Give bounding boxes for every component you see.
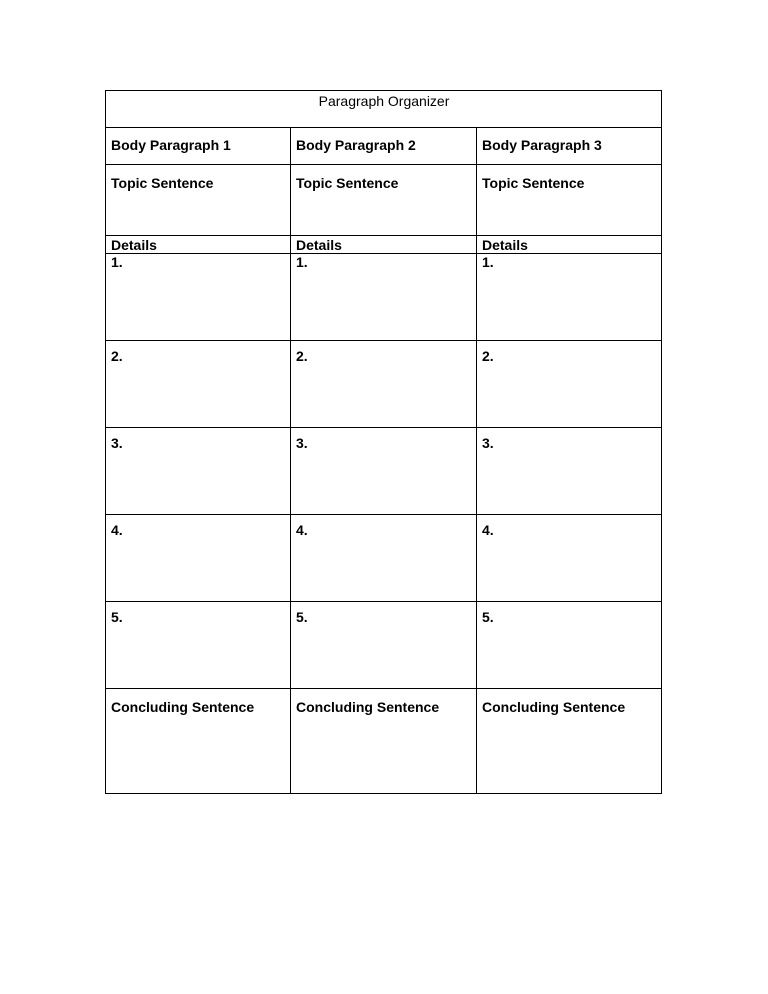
detail-number: 1. [482,254,494,270]
topic-cell-3[interactable] [477,165,662,236]
detail-cell-3-2[interactable] [291,428,477,515]
detail-number: 3. [111,435,123,451]
column-header-row [106,128,662,165]
topic-cell-1[interactable] [106,165,291,236]
topic-sentence-label: Topic Sentence [111,175,214,191]
concluding-sentence-label: Concluding Sentence [296,699,440,715]
column-header: Body Paragraph 1 [111,137,231,153]
detail-number: 3. [482,435,494,451]
detail-cell-4-2[interactable] [291,515,477,602]
title-row [106,91,662,128]
detail-cell-1-2[interactable] [291,236,477,341]
detail-number: 1. [296,254,308,270]
detail-cell-2-1[interactable] [106,341,291,428]
detail-cell-3-1[interactable] [106,428,291,515]
details-label: Details [477,237,661,254]
concluding-cell-2[interactable] [291,689,477,794]
details-label: Details [291,237,476,254]
detail-number: 5. [482,609,494,625]
detail-number: 5. [111,609,123,625]
details-row-4 [106,515,662,602]
organizer-title: Paragraph Organizer [318,93,450,109]
detail-cell-5-1[interactable] [106,602,291,689]
detail-cell-3-3[interactable] [477,428,662,515]
details-row-3 [106,428,662,515]
header-cell-2 [291,128,477,165]
concluding-sentence-label: Concluding Sentence [111,699,255,715]
detail-number: 5. [296,609,308,625]
topic-sentence-label: Topic Sentence [296,175,399,191]
detail-number: 3. [296,435,308,451]
details-label: Details [106,237,290,254]
detail-number: 2. [482,348,494,364]
details-row-5 [106,602,662,689]
title-cell [106,91,662,128]
detail-cell-2-2[interactable] [291,341,477,428]
detail-cell-5-3[interactable] [477,602,662,689]
detail-number: 4. [482,522,494,538]
topic-cell-2[interactable] [291,165,477,236]
paragraph-organizer-table [105,90,662,794]
concluding-cell-3[interactable] [477,689,662,794]
detail-cell-4-1[interactable] [106,515,291,602]
detail-cell-1-3[interactable] [477,236,662,341]
detail-cell-5-2[interactable] [291,602,477,689]
header-cell-1 [106,128,291,165]
detail-cell-2-3[interactable] [477,341,662,428]
column-header: Body Paragraph 2 [296,137,416,153]
concluding-sentence-label: Concluding Sentence [482,699,626,715]
detail-number: 4. [296,522,308,538]
detail-number: 2. [111,348,123,364]
details-row-2 [106,341,662,428]
concluding-cell-1[interactable] [106,689,291,794]
detail-number: 4. [111,522,123,538]
column-header: Body Paragraph 3 [482,137,602,153]
details-row-1 [106,236,662,341]
detail-number: 2. [296,348,308,364]
topic-sentence-row [106,165,662,236]
topic-sentence-label: Topic Sentence [482,175,585,191]
concluding-sentence-row [106,689,662,794]
detail-number: 1. [111,254,123,270]
detail-cell-4-3[interactable] [477,515,662,602]
detail-cell-1-1[interactable] [106,236,291,341]
header-cell-3 [477,128,662,165]
